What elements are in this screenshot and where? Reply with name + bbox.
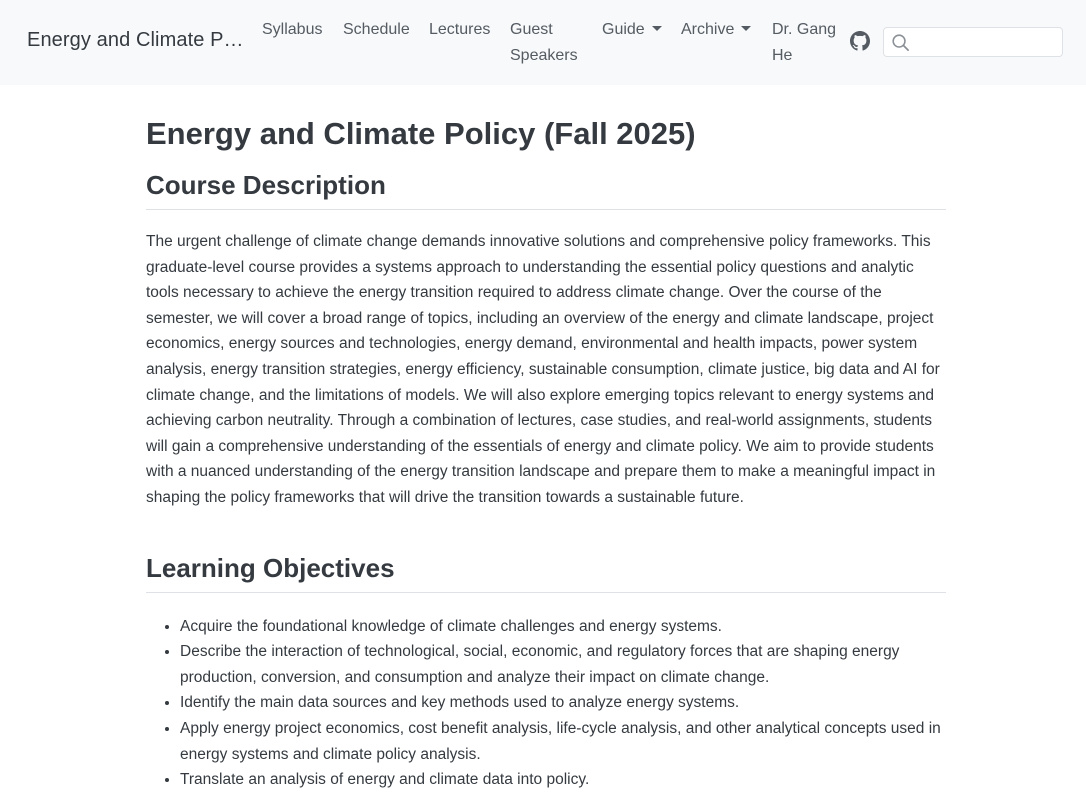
course-description-heading: Course Description <box>146 168 946 210</box>
list-item: • Identify the main data sources and key methods used to analyze energy systems. <box>180 690 946 716</box>
course-description-text: The urgent challenge of climate change demands innovative solutions and comprehensive policy frameworks. This graduate-level course provides a systems approach to understanding the essential policy questions and analytic tools necessary to achieve the energy transition required to address climate change. Over the course of the semester, we will cover a broad range of topics, including an overview of the energy and climate landscape, project economics, energy sources and technologies, energy demand, environmental and health impacts, power system analysis, energy transition strategies, energy efficiency, sustainable consumption, climate justice, big data and AI for climate change, and the limitations of models. We will also explore emerging topics relevant to energy systems and achieving carbon neutrality. Through a combination of lectures, case studies, and real-world assignments, students will gain a comprehensive understanding of the essentials of energy and climate policy. We aim to provide students with a nuanced understanding of the energy transition landscape and prepare them to make a meaningful impact in shaping the policy frameworks that will drive the transition towards a sustainable future. <box>146 233 940 506</box>
search-icon <box>891 33 910 52</box>
top-navbar <box>0 0 1086 85</box>
nav-author[interactable] <box>772 17 836 69</box>
nav-guest-speakers-line2: Speakers <box>510 47 578 64</box>
github-icon[interactable] <box>850 31 870 51</box>
nav-lectures[interactable]: Lectures <box>429 21 491 38</box>
nav-guest-speakers[interactable] <box>510 17 578 69</box>
list-item: • Acquire the foundational knowledge of climate challenges and energy systems. <box>180 614 946 640</box>
nav-schedule[interactable]: Schedule <box>343 21 410 38</box>
chevron-down-icon <box>741 26 751 31</box>
nav-guide-dropdown[interactable] <box>602 17 662 43</box>
list-item: • Translate an analysis of energy and climate data into policy. <box>180 767 946 793</box>
site-brand[interactable]: Energy and Climate P… <box>27 29 244 51</box>
nav-author-line2: He <box>772 47 793 64</box>
list-item: • Describe the interaction of technological, social, economic, and regulatory forces that are shaping energy production, conversion, and consumption and analyze their impact on climate change. <box>180 639 946 690</box>
chevron-down-icon <box>652 26 662 31</box>
list-item: • Apply energy project economics, cost benefit analysis, life-cycle analysis, and other analytical concepts used in energy systems and climate policy analysis. <box>180 716 946 767</box>
nav-author-line1: Dr. Gang <box>772 21 837 38</box>
learning-objectives-list <box>146 614 946 793</box>
nav-archive-dropdown[interactable] <box>681 17 751 43</box>
search-box[interactable] <box>883 27 1063 57</box>
nav-archive-label: Archive <box>681 21 735 38</box>
nav-syllabus[interactable]: Syllabus <box>262 21 323 38</box>
nav-guest-speakers-line1: Guest <box>510 21 553 38</box>
main-content <box>146 112 946 793</box>
search-input[interactable] <box>914 30 1058 54</box>
nav-guide-label: Guide <box>602 21 645 38</box>
page-title: Energy and Climate Policy (Fall 2025) <box>146 116 696 151</box>
learning-objectives-heading: Learning Objectives <box>146 551 946 593</box>
